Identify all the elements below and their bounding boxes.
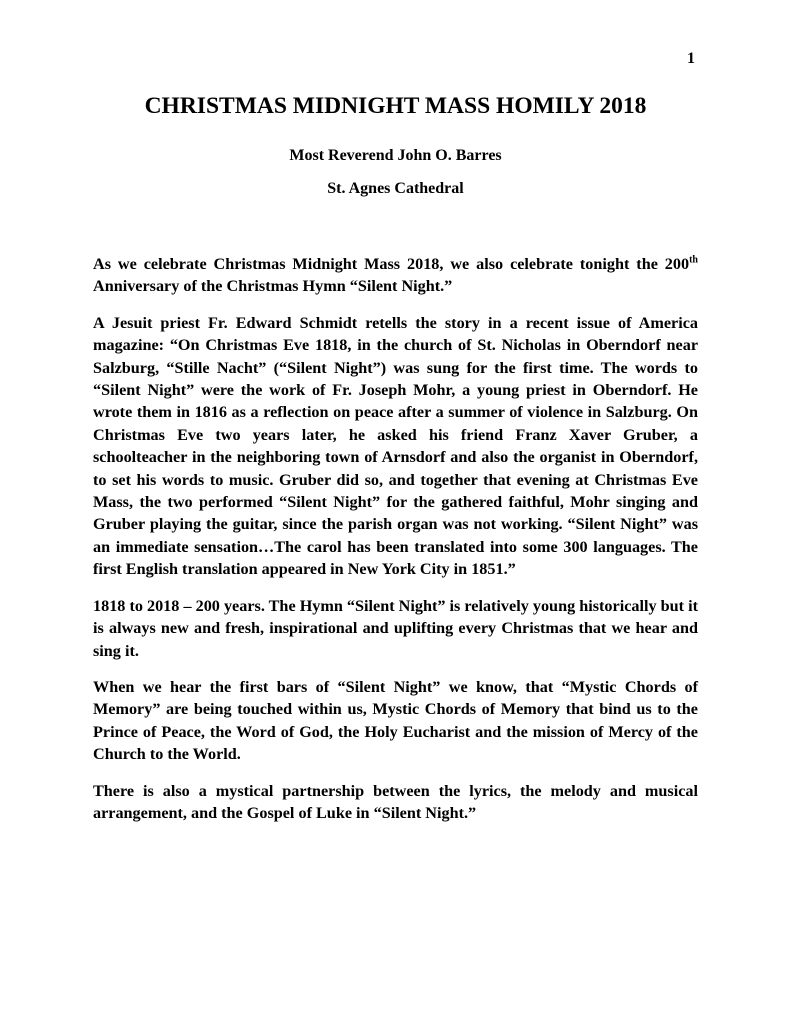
- paragraph-intro: [93, 253, 698, 298]
- paragraph-partnership: There is also a mystical partnership between the lyrics, the melody and musical arrangement, and the Gospel of Luke in “Silent Night.”: [93, 781, 698, 822]
- paragraph-anniversary: 1818 to 2018 – 200 years. The Hymn “Silent Night” is relatively young historically but it is always new and fresh, inspirational and uplifting every Christmas that we hear and sing it.: [93, 596, 698, 660]
- paragraph-intro-text-end: Anniversary of the Christmas Hymn “Silent Night.”: [93, 277, 453, 296]
- page-number: 1: [687, 50, 695, 67]
- location-line: St. Agnes Cathedral: [327, 180, 464, 197]
- document-title: CHRISTMAS MIDNIGHT MASS HOMILY 2018: [144, 93, 647, 119]
- paragraph-intro-text: As we celebrate Christmas Midnight Mass 2018, we also celebrate tonight the 200: [93, 255, 690, 273]
- homily-body: [93, 253, 698, 838]
- paragraph-history: A Jesuit priest Fr. Edward Schmidt retells the story in a recent issue of America magazine: “On Christmas Eve 1818, in the church of St. Nicholas in Oberndorf near Salzburg, “Stille Nacht” (“Silent Night”) was sung for the first time. The words to “Silent Night” were the work of Fr. Joseph Mohr, a young priest in Oberndorf. He wrote them in 1816 as a reflection on peace after a summer of violence in Salzburg. On Christmas Eve two years later, he asked his friend Franz Xaver Gruber, a schoolteacher in the neighboring town of Arnsdorf and also the organist in Oberndorf, to set his words to music. Gruber did so, and together that evening at Christmas Eve Mass, the two performed “Silent Night” for the gathered faithful, Mohr singing and Gruber playing the guitar, since the parish organ was not working. “Silent Night” was an immediate sensation…The carol has been translated into some 300 languages. The first English translation appeared in New York City in 1851.”: [93, 313, 698, 579]
- paragraph-mystic-chords: When we hear the first bars of “Silent Night” we know, that “Mystic Chords of Memory” are being touched within us, Mystic Chords of Memory that bind us to the Prince of Peace, the Word of God, the Holy Eucharist and the mission of Mercy of the Church to the World.: [93, 677, 698, 764]
- author-line: Most Reverend John O. Barres: [289, 147, 502, 164]
- ordinal-superscript: th: [689, 254, 698, 266]
